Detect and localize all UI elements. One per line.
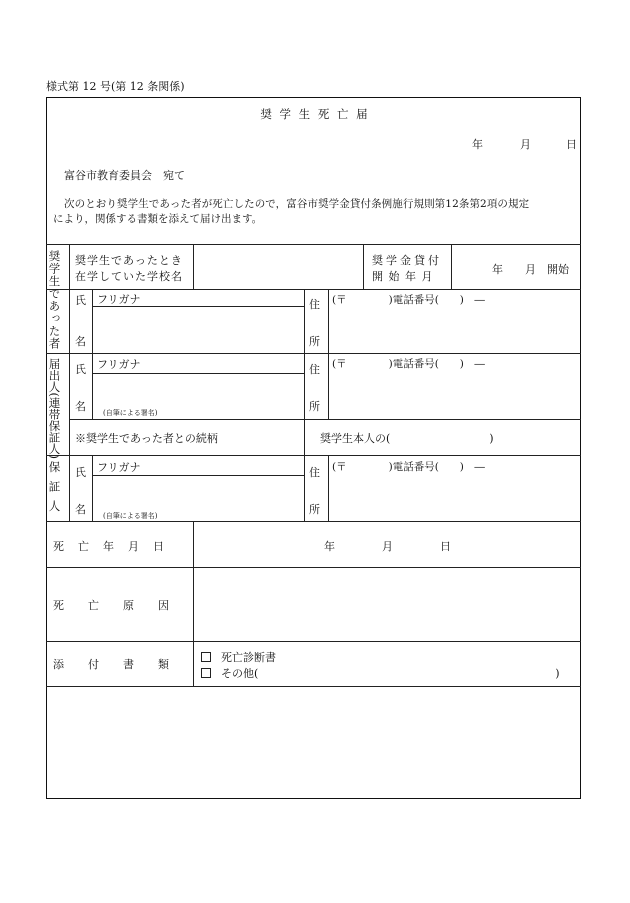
notifier-address-label-2: 所 [309, 400, 320, 413]
rule-address-1 [304, 289, 305, 419]
notifier-address-label-1: 住 [309, 363, 320, 376]
intro-text-line-2: により，関係する書類を添えて届け出ます。 [53, 213, 263, 225]
date-month: 月 [520, 138, 531, 151]
rule-guarantor-address-1 [304, 455, 305, 521]
guarantor-signature-note: (自筆による署名) [103, 512, 158, 520]
rule-loan-label-left [363, 244, 364, 289]
guarantor-address-label-1: 住 [309, 466, 320, 479]
date-year: 年 [472, 138, 483, 151]
rule-lower-table [46, 521, 581, 522]
school-name-field[interactable] [194, 245, 362, 288]
rule-relation-divider [304, 419, 305, 455]
loan-start-field[interactable]: 年 月 開始 [492, 263, 569, 276]
scholar-name-label-1: 氏 [75, 294, 86, 307]
scholar-side-label: 奨学生であった者 [47, 250, 62, 350]
guarantor-side-label: 保証人 [47, 461, 62, 520]
scholar-postal-phone[interactable]: (〒 )電話番号( ) ― [332, 294, 485, 306]
scholar-address-label-2: 所 [309, 335, 320, 348]
rule-guarantor-address-2 [328, 455, 329, 521]
attachments-label: 添付書類 [53, 658, 193, 671]
rule-loan-label-right [451, 244, 452, 289]
intro-text-line-1: 次のとおり奨学生であった者が死亡したので，富谷市奨学金貸付条例施行規則第12条第2項の規定 [64, 198, 530, 210]
notifier-name-label-1: 氏 [75, 363, 86, 376]
notifier-furigana-label: フリガナ [97, 358, 141, 371]
school-label-line-2: 在学していた学校名 [75, 270, 183, 283]
notifier-signature-note: (自筆による署名) [103, 409, 158, 417]
scholar-name-field[interactable] [93, 307, 303, 352]
rule-scholar-name [46, 289, 581, 290]
form-title: 奨 学 生 死 亡 届 [260, 107, 370, 121]
checkbox-icon[interactable] [201, 668, 211, 678]
guarantor-postal-phone[interactable]: (〒 )電話番号( ) ― [332, 461, 485, 473]
guarantor-name-label-2: 名 [75, 503, 86, 516]
attachment-item-other[interactable] [201, 665, 560, 681]
death-cause-label: 死亡原因 [53, 599, 193, 612]
attachment-item-death-certificate[interactable] [201, 649, 276, 665]
date-day: 日 [566, 138, 577, 151]
attachment-label: その他( ) [221, 667, 560, 680]
notes-area[interactable] [47, 687, 580, 797]
rule-side-label [69, 244, 70, 521]
loan-start-label-line-1: 奨学金貸付 [372, 254, 442, 267]
checkbox-icon[interactable] [201, 652, 211, 662]
notifier-name-label-2: 名 [75, 400, 86, 413]
rule-address-2 [328, 289, 329, 419]
guarantor-furigana-label: フリガナ [97, 461, 141, 474]
scholar-address-label-1: 住 [309, 298, 320, 311]
school-label-line-1: 奨学生であったとき [75, 254, 183, 267]
rule-notifier-top [46, 353, 581, 354]
guarantor-address-label-2: 所 [309, 503, 320, 516]
scholar-name-label-2: 名 [75, 335, 86, 348]
notifier-side-label: 届出人(連帯保証人) [47, 358, 62, 459]
relation-field[interactable]: 奨学生本人の( ) [320, 432, 494, 445]
relation-label: ※奨学生であった者との続柄 [75, 432, 218, 445]
form-number: 様式第 12 号(第 12 条関係) [46, 80, 185, 93]
attachment-label: 死亡診断書 [221, 651, 276, 664]
guarantor-name-label-1: 氏 [75, 466, 86, 479]
rule-guarantor-top [46, 455, 581, 456]
rule-death-cause [46, 641, 581, 642]
rule-relation-top [69, 419, 581, 420]
addressee: 富谷市教育委員会 宛て [64, 169, 185, 182]
death-date-day: 日 [440, 540, 451, 553]
death-cause-field[interactable] [194, 568, 580, 640]
death-date-month: 月 [382, 540, 393, 553]
scholar-furigana-label: フリガナ [97, 293, 141, 306]
notifier-postal-phone[interactable]: (〒 )電話番号( ) ― [332, 358, 485, 370]
death-date-label: 死亡年月日 [53, 540, 178, 553]
loan-start-label-line-2: 開 始 年 月 [372, 270, 434, 283]
death-date-year: 年 [324, 540, 335, 553]
